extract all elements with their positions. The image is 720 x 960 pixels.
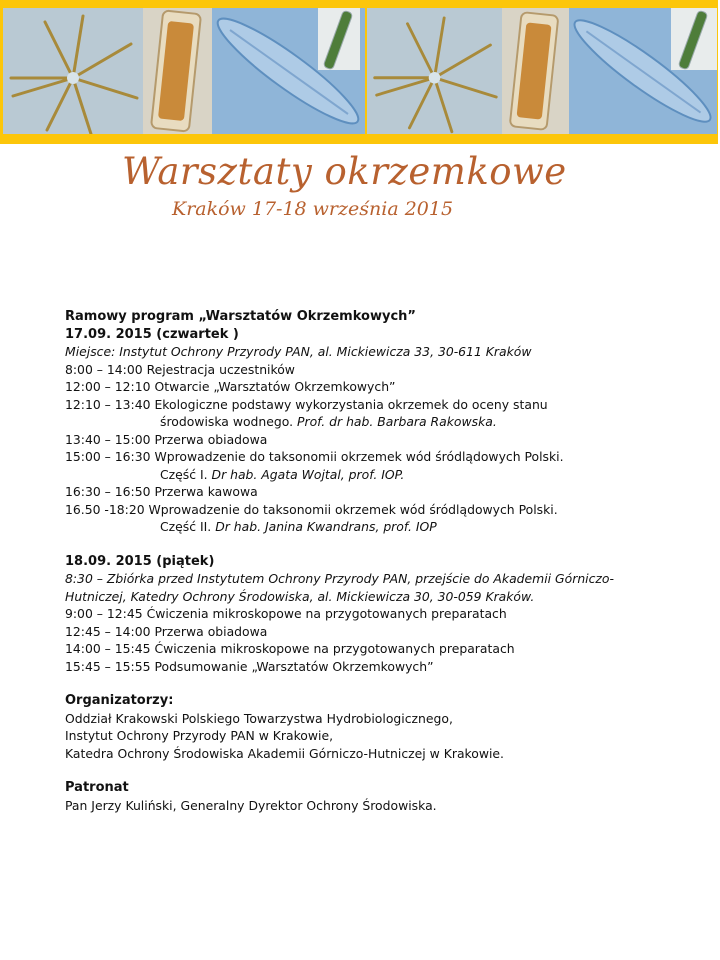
schedule-item: [65, 431, 705, 449]
green-diatom-inset: [318, 8, 360, 70]
orange-diatom-image: [502, 8, 569, 134]
schedule-item: [65, 361, 705, 379]
day2-date: 18.09. 2015 (piątek): [65, 553, 215, 569]
green-diatom-inset: [671, 8, 717, 70]
item-cont: Część II.: [160, 519, 212, 534]
day1-date: 17.09. 2015 (czwartek ): [65, 326, 239, 342]
program-content: [65, 308, 705, 814]
item-text: Podsumowanie „Warsztatów Okrzemkowych”: [154, 658, 434, 674]
item-time: 15:45 – 15:55: [65, 658, 151, 674]
rod-diatom-icon: [502, 8, 569, 134]
page-title: Warsztaty okrzemkowe: [122, 150, 567, 193]
star-diatom-image: [367, 8, 502, 134]
orange-diatom-image: [143, 8, 212, 134]
item-text: Ćwiczenia mikroskopowe na przygotowanych preparatach: [154, 641, 515, 656]
item-time: 12:00 – 12:10: [65, 379, 151, 394]
item-time: 8:00 – 14:00: [65, 361, 143, 377]
schedule-item: [65, 448, 705, 466]
schedule-item: [65, 640, 705, 658]
green-diatom-icon: [318, 8, 360, 70]
item-time: 13:40 – 15:00: [65, 431, 151, 447]
organizers-heading: Organizatorzy:: [65, 693, 174, 708]
program-heading: Ramowy program „Warsztatów Okrzemkowych”: [65, 309, 416, 324]
star-diatom-icon: [367, 8, 502, 134]
item-text: Przerwa obiadowa: [154, 431, 268, 447]
item-text: Otwarcie „Warsztatów Okrzemkowych”: [154, 379, 396, 394]
item-text: Przerwa kawowa: [154, 484, 258, 499]
day2-meeting-line2: Hutniczej, Katedry Ochrony Środowiska, al. Mickiewicza 30, 30-059 Kraków.: [65, 588, 535, 604]
star-diatom-image: [3, 8, 143, 134]
rod-diatom-icon: [143, 8, 212, 134]
item-cont: środowiska wodnego.: [160, 414, 294, 429]
schedule-item: [65, 378, 705, 396]
item-time: 14:00 – 15:45: [65, 641, 151, 656]
item-speaker: Dr hab. Agata Wojtal, prof. IOP.: [211, 466, 405, 482]
item-text: Wprowadzenie do taksonomii okrzemek wód śródlądowych Polski.: [154, 449, 564, 464]
day2-meeting-line1: 8:30 – Zbiórka przed Instytutem Ochrony Przyrody PAN, przejście do Akademii Górniczo-: [65, 571, 614, 586]
patronage-heading: Patronat: [65, 780, 129, 795]
organizer-line: Instytut Ochrony Przyrody PAN w Krakowie,: [65, 728, 334, 743]
organizer-line: Katedra Ochrony Środowiska Akademii Górniczo-Hutniczej w Krakowie.: [65, 745, 504, 761]
organizer-line: Oddział Krakowski Polskiego Towarzystwa Hydrobiologicznego,: [65, 710, 453, 726]
patronage-text: Pan Jerzy Kuliński, Generalny Dyrektor Ochrony Środowiska.: [65, 797, 437, 813]
schedule-item: [65, 396, 705, 414]
schedule-item: [65, 623, 705, 641]
item-time: 16.50 -18:20: [65, 501, 145, 517]
item-time: 15:00 – 16:30: [65, 449, 151, 464]
page-subtitle: Kraków 17-18 września 2015: [172, 198, 454, 220]
item-text: Wprowadzenie do taksonomii okrzemek wód śródlądowych Polski.: [148, 501, 558, 517]
item-time: 12:45 – 14:00: [65, 623, 151, 639]
star-diatom-icon: [3, 8, 143, 134]
item-speaker: Prof. dr hab. Barbara Rakowska.: [297, 414, 497, 429]
schedule-item-continuation: [65, 518, 705, 536]
day1-place: Miejsce: Instytut Ochrony Przyrody PAN, al. Mickiewicza 33, 30-611 Kraków: [65, 344, 532, 359]
green-diatom-icon: [671, 8, 717, 70]
item-speaker: Dr hab. Janina Kwandrans, prof. IOP: [215, 519, 437, 534]
item-cont: Część I.: [160, 466, 208, 482]
schedule-item: [65, 605, 705, 623]
schedule-item: [65, 483, 705, 501]
item-text: Ekologiczne podstawy wykorzystania okrzemek do oceny stanu: [154, 396, 548, 412]
item-text: Rejestracja uczestników: [146, 361, 295, 377]
item-time: 16:30 – 16:50: [65, 484, 151, 499]
schedule-item-continuation: [65, 466, 705, 484]
item-text: Ćwiczenia mikroskopowe na przygotowanych preparatach: [146, 606, 507, 621]
schedule-item: [65, 658, 705, 676]
schedule-item-continuation: [65, 413, 705, 431]
header-banner: [0, 0, 718, 144]
schedule-item: [65, 501, 705, 519]
item-time: 12:10 – 13:40: [65, 396, 151, 412]
item-text: Przerwa obiadowa: [154, 623, 268, 639]
item-time: 9:00 – 12:45: [65, 606, 143, 621]
